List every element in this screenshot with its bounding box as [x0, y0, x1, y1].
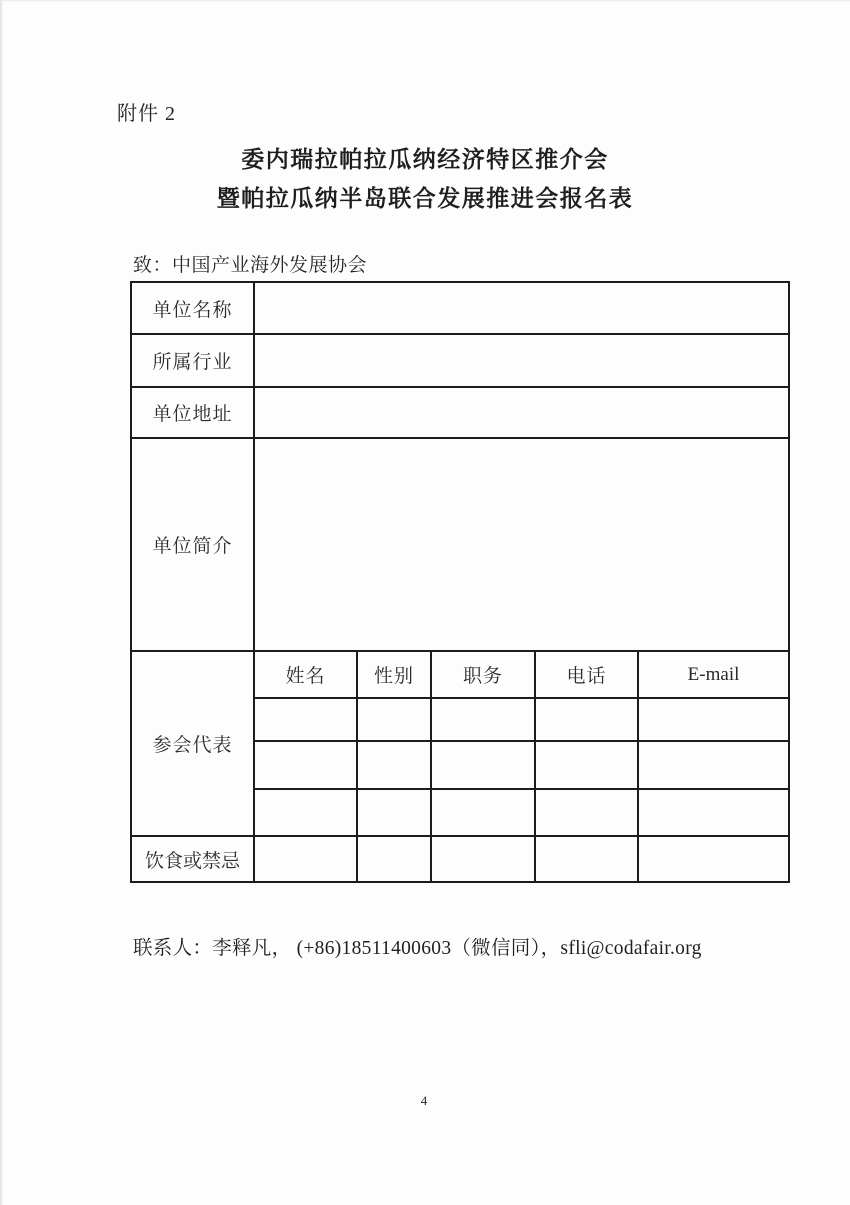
industry-value-cell [254, 334, 789, 387]
delegates-col-phone: 电话 [535, 651, 638, 698]
diet-cell-2 [357, 836, 431, 882]
delegates-col-title: 职务 [431, 651, 535, 698]
delegate3-gender-cell [357, 789, 431, 836]
diet-cell-1 [254, 836, 357, 882]
table-row-industry [131, 334, 789, 387]
table-row-diet [131, 836, 789, 882]
unit-address-value-cell [254, 387, 789, 438]
delegate3-phone-cell [535, 789, 638, 836]
attachment-label: 附件 2 [117, 103, 176, 125]
table-row-unit-intro [131, 438, 789, 651]
contact-line: 联系人：李释凡， (+86)18511400603（微信同），sfli@codafair.org [133, 938, 702, 959]
delegate1-email-cell [638, 698, 789, 741]
delegate2-gender-cell [357, 741, 431, 789]
delegates-header-row [131, 651, 789, 698]
registration-form-table [130, 281, 790, 883]
diet-cell-4 [535, 836, 638, 882]
delegate3-email-cell [638, 789, 789, 836]
delegates-col-gender: 性别 [357, 651, 431, 698]
addressee-line: 致：中国产业海外发展协会 [133, 255, 368, 276]
delegate2-email-cell [638, 741, 789, 789]
delegates-label: 参会代表 [131, 651, 254, 836]
unit-name-label: 单位名称 [131, 282, 254, 334]
unit-name-value-cell [254, 282, 789, 334]
document-title-line2: 暨帕拉瓜纳半岛联合发展推进会报名表 [216, 186, 634, 211]
delegate2-phone-cell [535, 741, 638, 789]
diet-label: 饮食或禁忌 [131, 836, 254, 882]
delegate3-title-cell [431, 789, 535, 836]
delegate2-title-cell [431, 741, 535, 789]
page-number: 4 [420, 1093, 428, 1108]
delegates-col-email: E-mail [638, 651, 789, 698]
industry-label: 所属行业 [131, 334, 254, 387]
delegate1-gender-cell [357, 698, 431, 741]
table-row-unit-name [131, 282, 789, 334]
unit-intro-label: 单位简介 [131, 438, 254, 651]
document-title-line1: 委内瑞拉帕拉瓜纳经济特区推介会 [241, 147, 609, 172]
delegate1-title-cell [431, 698, 535, 741]
delegate1-name-cell [254, 698, 357, 741]
delegate2-name-cell [254, 741, 357, 789]
delegate3-name-cell [254, 789, 357, 836]
table-row-unit-address [131, 387, 789, 438]
diet-cell-3 [431, 836, 535, 882]
scan-edge-top [0, 0, 850, 2]
delegates-col-name: 姓名 [254, 651, 357, 698]
unit-intro-value-cell [254, 438, 789, 651]
delegate1-phone-cell [535, 698, 638, 741]
diet-cell-5 [638, 836, 789, 882]
unit-address-label: 单位地址 [131, 387, 254, 438]
